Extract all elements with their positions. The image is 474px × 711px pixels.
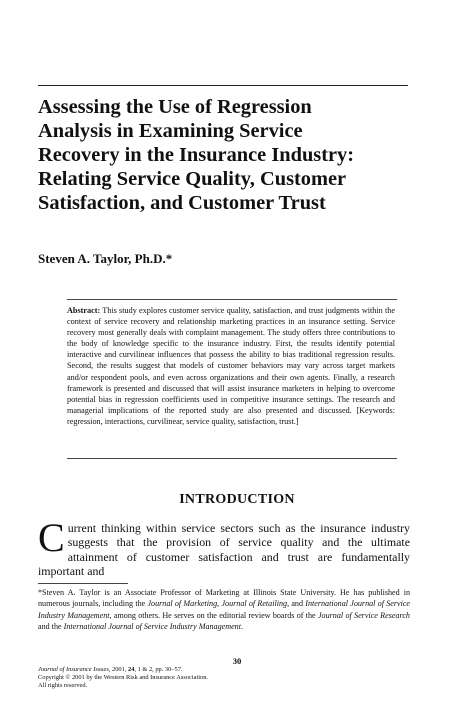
intro-paragraph xyxy=(38,515,410,578)
citation-text: , 2001, xyxy=(108,666,128,673)
section-heading: INTRODUCTION xyxy=(179,492,295,507)
intro-text: urrent thinking within service sectors such as the insurance industry suggests that the provision of service quality and the ultimate attainment of customer satisfaction and trust are fundamentally important and xyxy=(38,521,410,578)
footnote-journal: Journal of Service Research xyxy=(317,610,410,620)
footnote-text: *Steven A. Taylor is an Associate Professor of Marketing at Illinois State University. He has published in numerous journals, including the xyxy=(38,588,410,609)
rights-line: All rights reserved. xyxy=(38,681,88,689)
title-line: Recovery in the Insurance Industry: xyxy=(38,144,355,166)
paper-title xyxy=(38,95,418,215)
author-name: Steven A. Taylor, Ph.D.* xyxy=(38,251,173,266)
title-line: Analysis in Examining Service xyxy=(38,120,303,142)
footnote-rule xyxy=(38,583,128,584)
footnote-journal: International Journal of Service Industry Management xyxy=(38,599,411,620)
footnote-text: . xyxy=(240,621,244,631)
abstract-label: Abstract: xyxy=(67,306,101,315)
footnote-journal: Journal of Retailing xyxy=(221,599,288,609)
page-number: 30 xyxy=(232,656,242,666)
top-rule xyxy=(38,85,408,86)
drop-cap: C xyxy=(38,515,65,560)
copyright-line: Copyright © 2001 by the Western Risk and Insurance Association. xyxy=(38,673,208,681)
abstract-bottom-rule xyxy=(67,458,397,459)
volume: 24 xyxy=(128,666,135,673)
title-line: Relating Service Quality, Customer xyxy=(38,168,347,190)
journal-name: Journal of Insurance Issues xyxy=(38,666,109,673)
footnote-text: , among others. He serves on the editorial review boards of the xyxy=(109,610,318,620)
abstract-text: This study explores customer service quality, satisfaction, and trust judgments within the context of service recovery and relationship marketing practices in an insurance setting. Service recovery most generally deals with complaint management. The study offers three contributions to the body of knowledge specific to the insurance industry. First, the results identify potential interactive and curvilinear influences that possess the ability to bias traditional regression results. Second, the results suggest that models of customer behaviors may vary across target markets and/or respondent pools, and even across organizations and their own agents. Finally, a research framework is presented and discussed that will assist insurance marketers in helping to overcome potential bias in regression coefficients used in competitive insurance settings. The research and managerial implications of the reported study are also presented and discussed. [Keywords: regression, interactions, curvilinear, service quality, satisfaction, trust.] xyxy=(67,306,395,426)
title-line: Assessing the Use of Regression xyxy=(38,96,312,118)
footnote-journal: Journal of Marketing xyxy=(147,599,218,609)
journal-citation xyxy=(38,666,208,674)
footnote-text: and the xyxy=(38,621,64,631)
abstract-top-rule xyxy=(67,299,397,300)
title-line: Satisfaction, and Customer Trust xyxy=(38,192,326,214)
footnote-journal: International Journal of Service Industry Management xyxy=(63,621,241,631)
journal-citation-block xyxy=(38,666,208,690)
footnote-text: , xyxy=(217,599,222,609)
author-footnote xyxy=(38,587,410,632)
citation-text: , 1 & 2, pp. 30–57. xyxy=(134,666,183,673)
footnote-text: , and xyxy=(287,599,306,609)
abstract xyxy=(67,305,395,427)
